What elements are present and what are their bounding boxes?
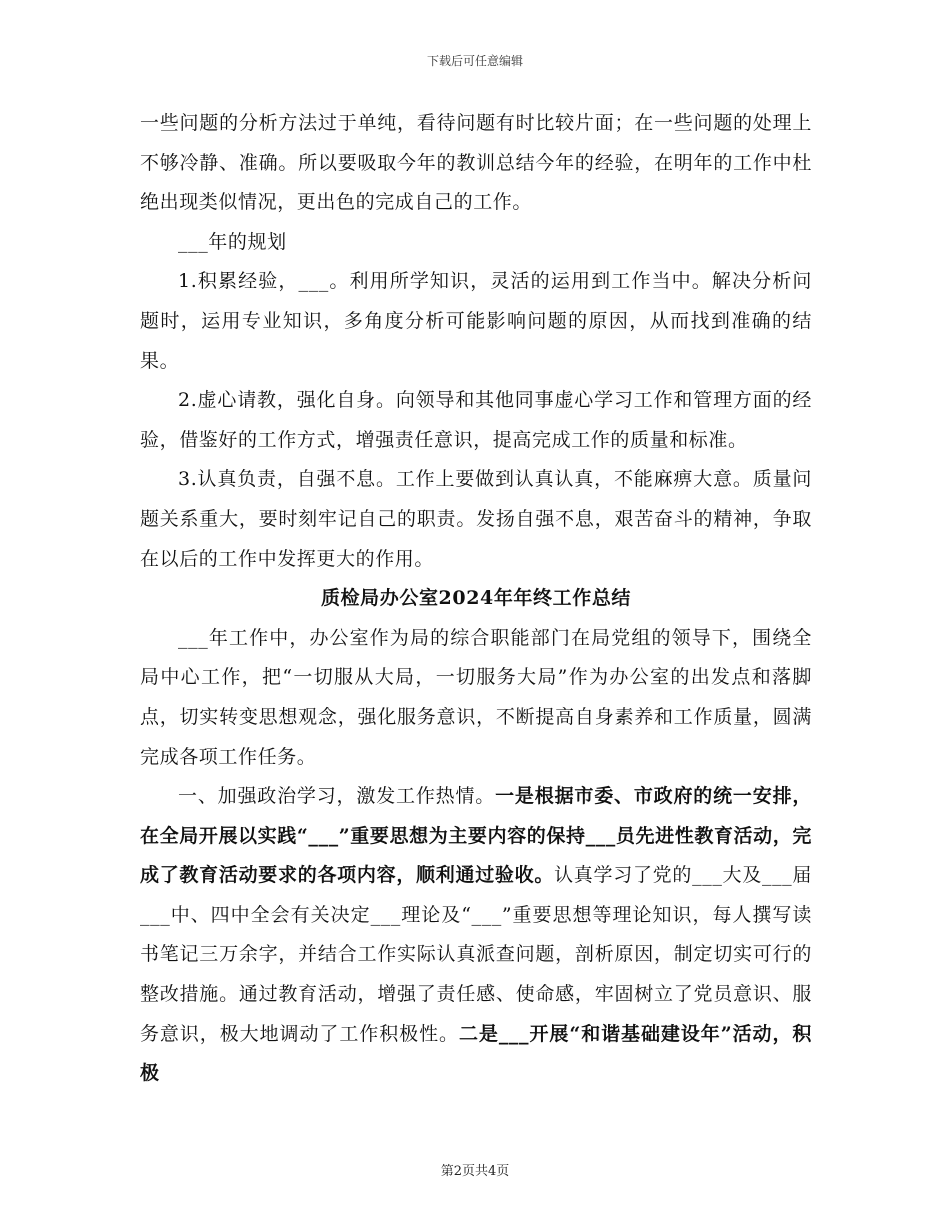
section-lead: 一、加强政治学习，激发工作热情。 [178,785,496,808]
paragraph [140,777,812,1094]
paragraph: 1.积累经验，___。利用所学知识，灵活的运用到工作当中。解决分析问题时，运用专业知识，多角度分析可能影响问题的原因，从而找到准确的结果。 [140,270,812,372]
bold-text: 二是___开展“和谐基础建设年”活动，积极 [140,1022,812,1085]
document-title: 质检局办公室2024年年终工作总结 [320,587,632,610]
page-header: 下载后可任意编辑 [426,54,523,68]
document-body [140,104,812,1094]
paragraph: ___年工作中，办公室作为局的综合职能部门在局党组的领导下，围绕全局中心工作，把“一切服从大局，一切服务大局”作为办公室的出发点和落脚点，切实转变思想观念，强化服务意识，不断提高自身素养和工作质量，圆满完成各项工作任务。 [140,626,812,768]
paragraph: 一些问题的分析方法过于单纯，看待问题有时比较片面；在一些问题的处理上不够冷静、准确。所以要吸取今年的教训总结今年的经验，在明年的工作中杜绝出现类似情况，更出色的完成自己的工作。 [140,112,812,214]
bold-text: 一是根据市委、市政府的统一安排，在全局开展以实践“___”重要思想为主要内容的保持___员先进性教育活动，完成了教育活动要求的各项内容，顺利通过验收。 [140,785,812,887]
section-heading: ___年的规划 [178,230,287,253]
paragraph: 3.认真负责，自强不息。工作上要做到认真认真，不能麻痹大意。质量问题关系重大，要时刻牢记自己的职责。发扬自强不息，艰苦奋斗的精神，争取在以后的工作中发挥更大的作用。 [140,468,812,570]
page-footer: 第2页共4页 [440,1164,510,1179]
paragraph: 2.虚心请教，强化自身。向领导和其他同事虚心学习工作和管理方面的经验，借鉴好的工作方式，增强责任意识，提高完成工作的质量和标准。 [140,389,812,451]
body-text: 认真学习了党的___大及___届___中、四中全会有关决定___理论及“___”重要思想等理论知识，每人撰写读书笔记三万余字，并结合工作实际认真派查问题，剖析原因，制定切实可行的整改措施。通过教育活动，增强了责任感、使命感，牢固树立了党员意识、服务意识，极大地调动了工作积极性。 [140,864,812,1045]
